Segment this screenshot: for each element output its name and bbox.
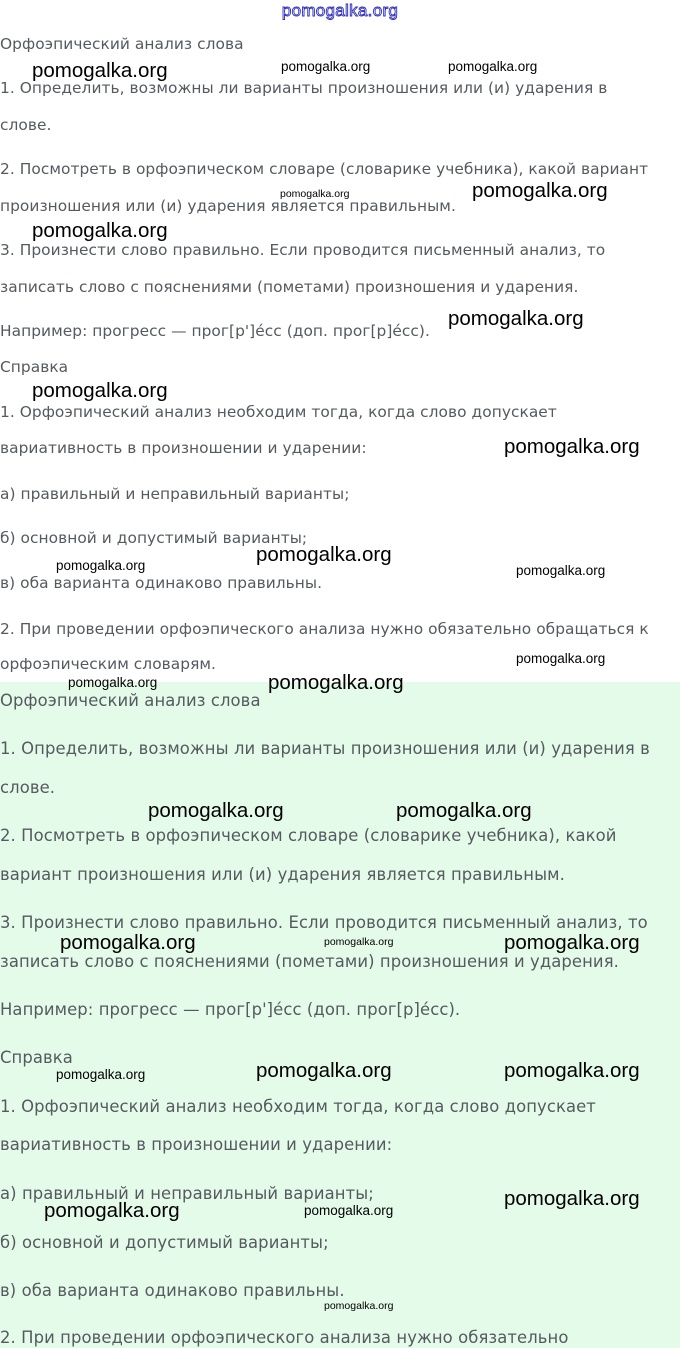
watermark: pomogalka.org [324, 1300, 394, 1312]
step3-line1-upper: 3. Произнести слово правильно. Если проводится письменный анализ, то [0, 241, 606, 259]
watermark: pomogalka.org [448, 59, 538, 74]
example-lower: Например: прогресс — прог[р']е́сс (доп. прог[р]е́сс). [0, 1000, 461, 1019]
step1-line1-lower: 1. Определить, возможны ли варианты произношения или (и) ударения в [0, 739, 650, 758]
header-watermark[interactable]: pomogalka.org [281, 1, 399, 20]
watermark: pomogalka.org [504, 1059, 640, 1082]
ref1-line2-lower: вариативность в произношении и ударении: [0, 1135, 393, 1154]
title-lower: Орфоэпический анализ слова [0, 691, 261, 710]
watermark: pomogalka.org [448, 307, 584, 330]
watermark: pomogalka.org [268, 671, 404, 694]
watermark: pomogalka.org [32, 219, 168, 242]
step2-line2-upper: произношения или (и) ударения является правильным. [0, 197, 456, 215]
ref-b-lower: б) основной и допустимый варианты; [0, 1233, 329, 1252]
watermark: pomogalka.org [256, 1059, 392, 1082]
watermark: pomogalka.org [324, 936, 394, 948]
watermark: pomogalka.org [56, 1067, 146, 1082]
watermark: pomogalka.org [396, 799, 532, 822]
ref2-line1-lower: 2. При проведении орфоэпического анализа нужно обязательно [0, 1328, 569, 1347]
step3-line2-lower: записать слово с пояснениями (пометами) произношения и ударения. [0, 952, 619, 971]
ref-b-upper: б) основной и допустимый варианты; [0, 529, 308, 547]
step2-line1-upper: 2. Посмотреть в орфоэпическом словаре (словарике учебника), какой вариант [0, 160, 649, 178]
step2-line2-lower: вариант произношения или (и) ударения является правильным. [0, 865, 565, 884]
watermark: pomogalka.org [516, 563, 606, 578]
step3-line2-upper: записать слово с пояснениями (пометами) произношения и ударения. [0, 278, 579, 296]
watermark: pomogalka.org [148, 799, 284, 822]
watermark: pomogalka.org [60, 931, 196, 954]
watermark: pomogalka.org [56, 558, 146, 573]
watermark: pomogalka.org [516, 651, 606, 666]
watermark: pomogalka.org [504, 931, 640, 954]
watermark: pomogalka.org [44, 1199, 180, 1222]
watermark: pomogalka.org [280, 188, 350, 200]
watermark: pomogalka.org [68, 675, 158, 690]
ref-a-lower: а) правильный и неправильный варианты; [0, 1184, 374, 1203]
watermark: pomogalka.org [504, 1187, 640, 1210]
ref1-line1-lower: 1. Орфоэпический анализ необходим тогда, когда слово допускает [0, 1097, 596, 1116]
example-upper: Например: прогресс — прог[р']е́сс (доп. прог[р]е́сс). [0, 322, 430, 340]
reference-title-lower: Справка [0, 1048, 73, 1067]
watermark: pomogalka.org [256, 543, 392, 566]
ref1-line2-upper: вариативность в произношении и ударении: [0, 439, 367, 457]
step1-line2-lower: слове. [0, 778, 56, 797]
step1-line1-upper: 1. Определить, возможны ли варианты произношения или (и) ударения в [0, 79, 608, 97]
ref1-line1-upper: 1. Орфоэпический анализ необходим тогда, когда слово допускает [0, 403, 557, 421]
step2-line1-lower: 2. Посмотреть в орфоэпическом словаре (словарике учебника), какой [0, 826, 617, 845]
reference-title-upper: Справка [0, 358, 69, 376]
step1-line2-upper: слове. [0, 116, 52, 134]
ref2-line2-upper: орфоэпическим словарям. [0, 655, 216, 673]
ref2-line1-upper: 2. При проведении орфоэпического анализа нужно обязательно обращаться к [0, 620, 649, 638]
title-upper: Орфоэпический анализ слова [0, 35, 244, 53]
watermark: pomogalka.org [32, 59, 168, 82]
watermark: pomogalka.org [32, 379, 168, 402]
watermark: pomogalka.org [304, 1203, 394, 1218]
watermark: pomogalka.org [281, 59, 371, 74]
watermark: pomogalka.org [472, 179, 608, 202]
step3-line1-lower: 3. Произнести слово правильно. Если проводится письменный анализ, то [0, 913, 648, 932]
ref-c-upper: в) оба варианта одинаково правильны. [0, 574, 323, 592]
ref-c-lower: в) оба варианта одинаково правильны. [0, 1281, 345, 1300]
ref-a-upper: а) правильный и неправильный варианты; [0, 485, 350, 503]
watermark: pomogalka.org [504, 435, 640, 458]
